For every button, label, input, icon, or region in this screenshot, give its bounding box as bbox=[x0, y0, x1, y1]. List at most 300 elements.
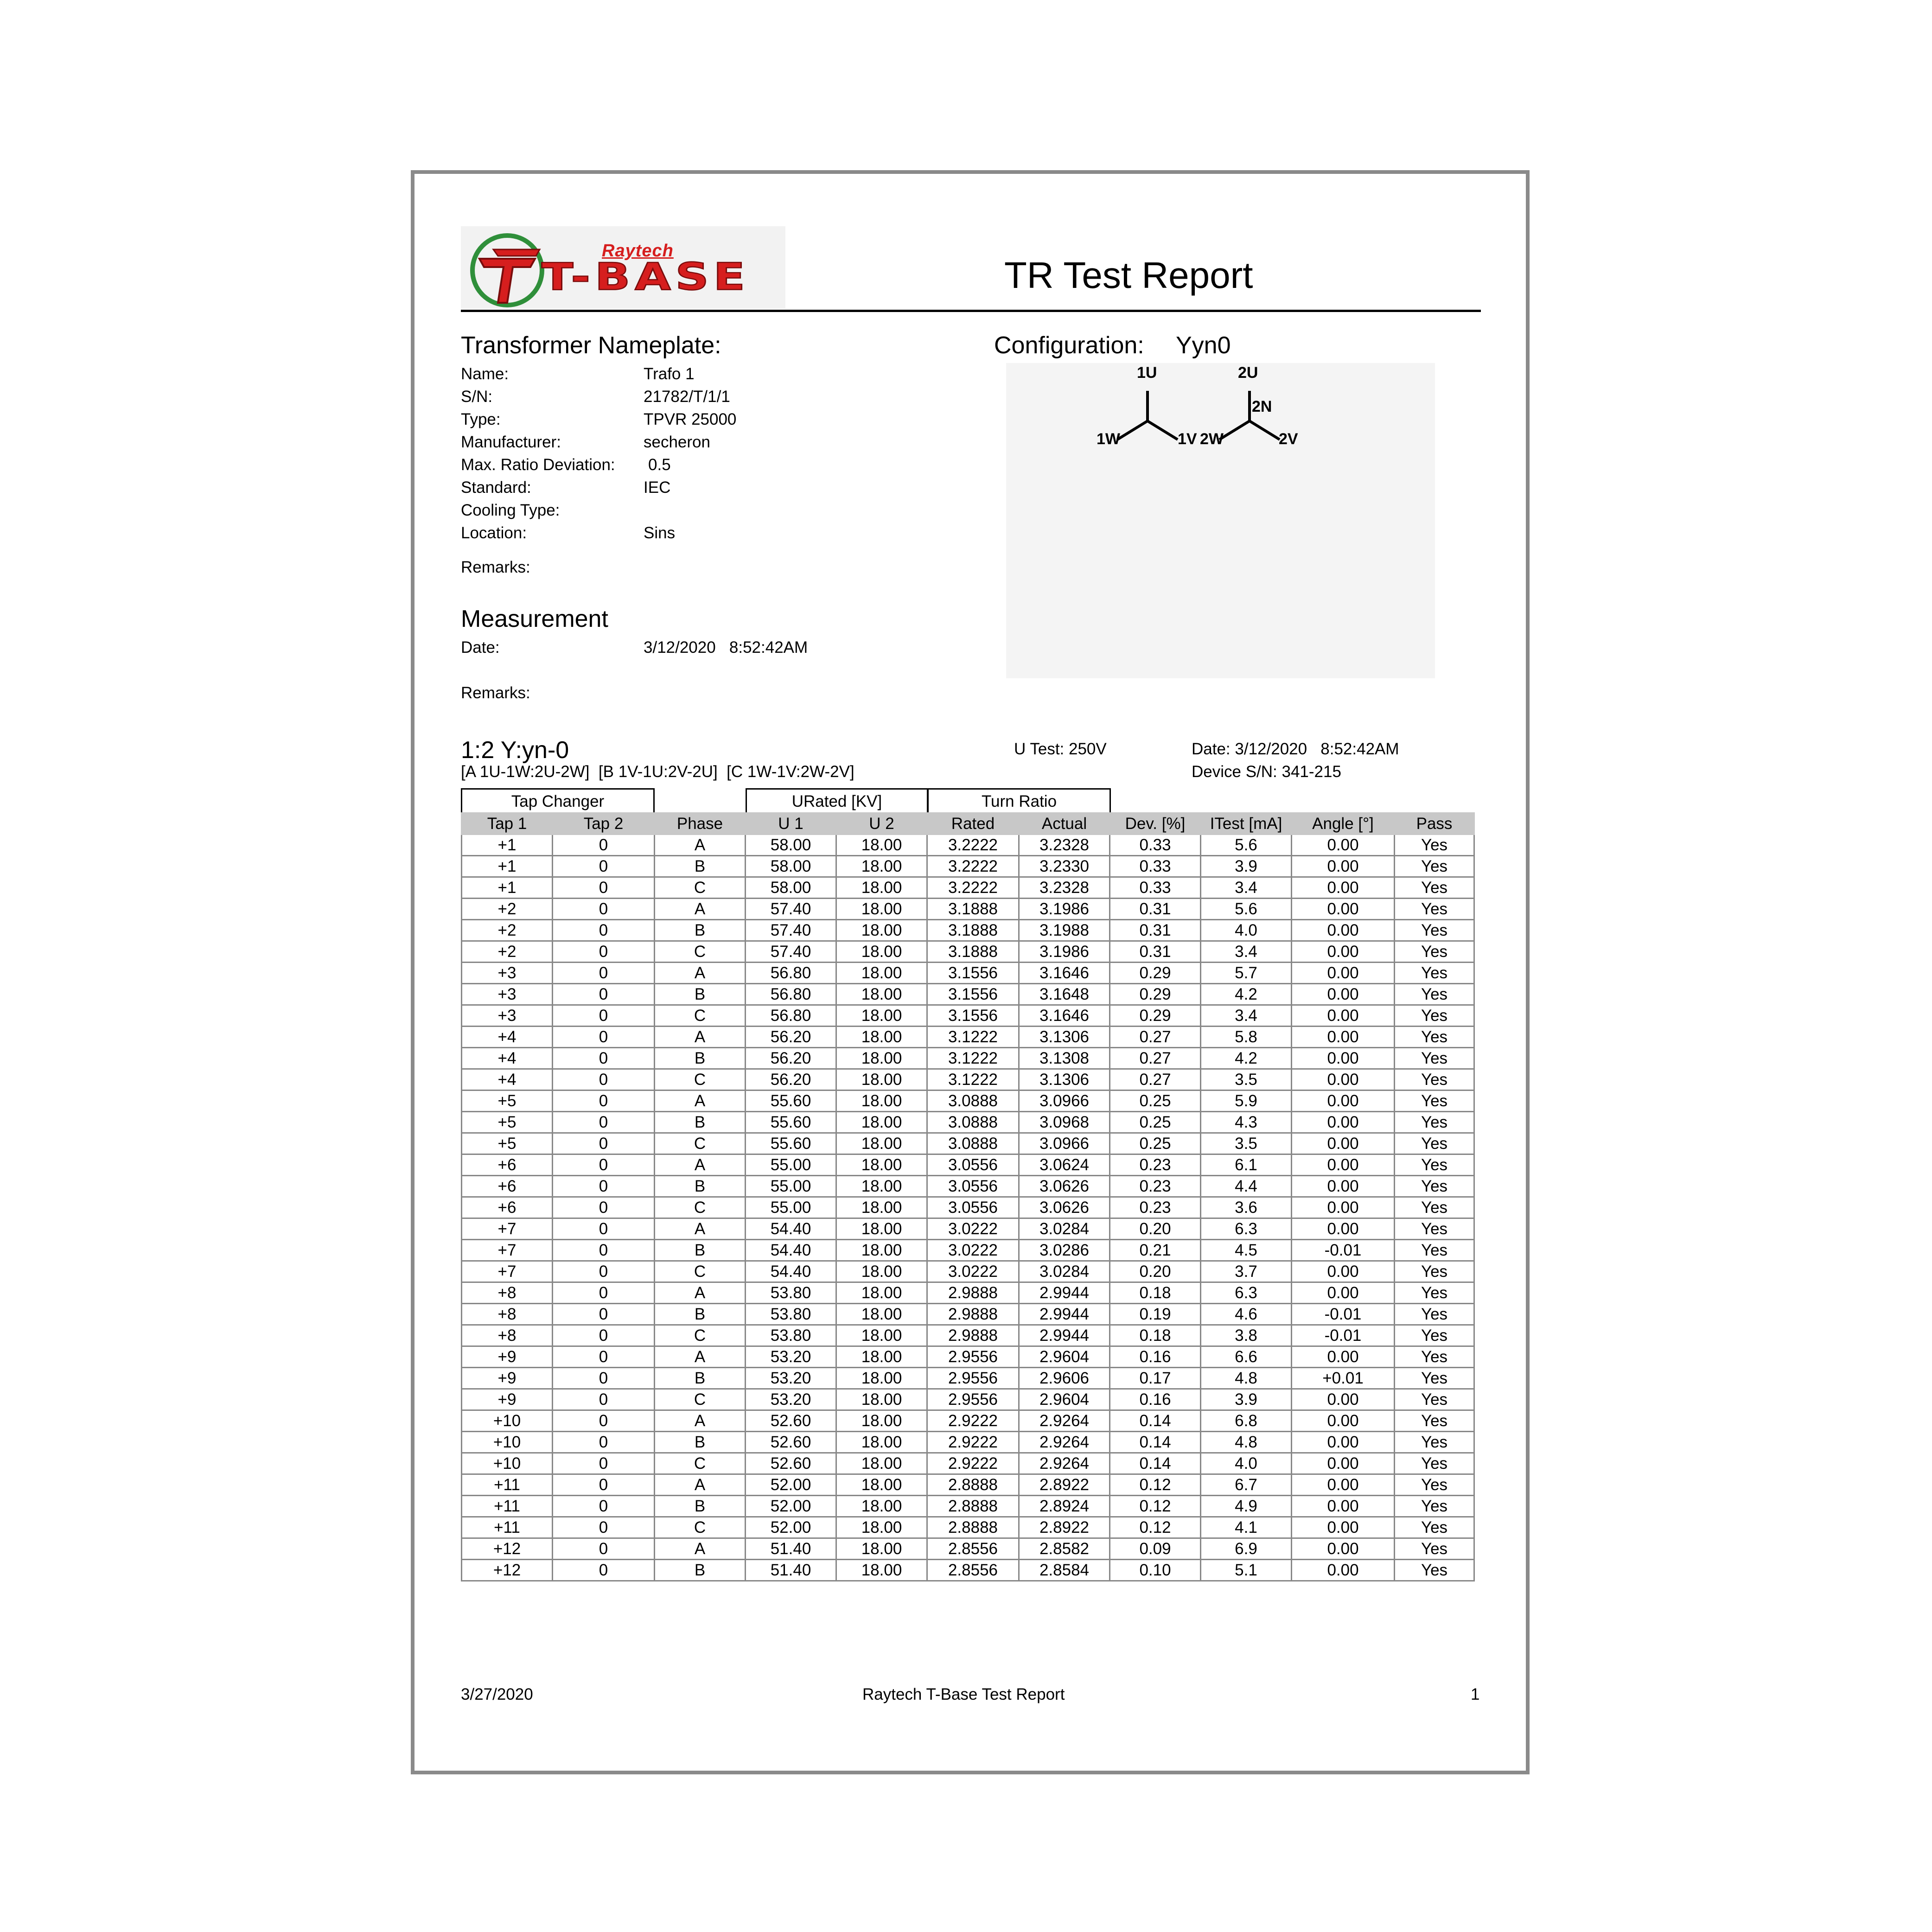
table-cell: 0.19 bbox=[1110, 1304, 1201, 1325]
table-cell: 0.00 bbox=[1292, 899, 1395, 920]
table-cell: 0.14 bbox=[1110, 1432, 1201, 1453]
table-cell: 0 bbox=[553, 1538, 655, 1560]
table-cell: 0.21 bbox=[1110, 1240, 1201, 1261]
table-cell: 3.0624 bbox=[1019, 1154, 1110, 1176]
field-manufacturer-label: Manufacturer: bbox=[461, 433, 561, 451]
column-header: Pass bbox=[1395, 813, 1474, 835]
table-row bbox=[462, 1005, 1474, 1027]
table-cell: 2.9888 bbox=[927, 1325, 1019, 1346]
table-cell: C bbox=[655, 1069, 746, 1090]
table-cell: 18.00 bbox=[836, 1133, 927, 1154]
table-cell: 2.8582 bbox=[1019, 1538, 1110, 1560]
table-cell: 4.9 bbox=[1201, 1496, 1292, 1517]
table-row bbox=[462, 920, 1474, 941]
table-cell: 54.40 bbox=[746, 1218, 836, 1240]
table-cell: 4.0 bbox=[1201, 920, 1292, 941]
table-cell: 18.00 bbox=[836, 1005, 927, 1027]
table-cell: 3.2328 bbox=[1019, 835, 1110, 856]
table-cell: 0.23 bbox=[1110, 1154, 1201, 1176]
table-row bbox=[462, 899, 1474, 920]
table-cell: 0.33 bbox=[1110, 877, 1201, 899]
table-cell: 5.7 bbox=[1201, 963, 1292, 984]
table-cell: 3.2222 bbox=[927, 856, 1019, 877]
table-cell: 0.00 bbox=[1292, 1453, 1395, 1474]
table-cell: 18.00 bbox=[836, 1048, 927, 1069]
table-row bbox=[462, 1282, 1474, 1304]
table-cell: 18.00 bbox=[836, 1517, 927, 1538]
table-cell: 0.31 bbox=[1110, 920, 1201, 941]
table-cell: 3.0966 bbox=[1019, 1133, 1110, 1154]
table-cell: 4.4 bbox=[1201, 1176, 1292, 1197]
table-cell: +6 bbox=[462, 1154, 553, 1176]
table-cell: 0 bbox=[553, 1090, 655, 1112]
table-cell: 0.00 bbox=[1292, 1496, 1395, 1517]
field-type-value: TPVR 25000 bbox=[644, 410, 737, 428]
table-cell: B bbox=[655, 1560, 746, 1581]
field-sn-label: S/N: bbox=[461, 388, 493, 406]
table-cell: 3.0222 bbox=[927, 1261, 1019, 1282]
table-cell: 0.00 bbox=[1292, 1176, 1395, 1197]
table-cell: 2.8556 bbox=[927, 1560, 1019, 1581]
table-cell: 2.9264 bbox=[1019, 1410, 1110, 1432]
table-cell: C bbox=[655, 1005, 746, 1027]
table-cell: 56.80 bbox=[746, 1005, 836, 1027]
table-cell: +9 bbox=[462, 1368, 553, 1389]
table-cell: 5.1 bbox=[1201, 1560, 1292, 1581]
table-cell: 5.9 bbox=[1201, 1090, 1292, 1112]
table-row bbox=[462, 1304, 1474, 1325]
table-cell: 52.60 bbox=[746, 1432, 836, 1453]
table-cell: 0.00 bbox=[1292, 963, 1395, 984]
column-header: Actual bbox=[1019, 813, 1110, 835]
table-cell: 2.8924 bbox=[1019, 1496, 1110, 1517]
table-cell: 0 bbox=[553, 1048, 655, 1069]
table-cell: 18.00 bbox=[836, 1154, 927, 1176]
table-row bbox=[462, 1048, 1474, 1069]
table-cell: -0.01 bbox=[1292, 1240, 1395, 1261]
table-cell: 0.23 bbox=[1110, 1197, 1201, 1218]
table-cell: Yes bbox=[1395, 1517, 1474, 1538]
table-cell: 18.00 bbox=[836, 963, 927, 984]
table-cell: 0.00 bbox=[1292, 1027, 1395, 1048]
table-cell: 2.8888 bbox=[927, 1517, 1019, 1538]
table-cell: 0.00 bbox=[1292, 1048, 1395, 1069]
table-row bbox=[462, 1517, 1474, 1538]
table-cell: +7 bbox=[462, 1240, 553, 1261]
table-cell: 53.20 bbox=[746, 1389, 836, 1410]
table-cell: 0.00 bbox=[1292, 1154, 1395, 1176]
table-cell: C bbox=[655, 1261, 746, 1282]
table-cell: 3.0888 bbox=[927, 1112, 1019, 1133]
table-cell: 18.00 bbox=[836, 1389, 927, 1410]
table-cell: 0 bbox=[553, 1197, 655, 1218]
table-cell: Yes bbox=[1395, 856, 1474, 877]
table-cell: 3.0968 bbox=[1019, 1112, 1110, 1133]
table-cell: 0 bbox=[553, 856, 655, 877]
table-cell: 18.00 bbox=[836, 941, 927, 963]
column-header: Dev. [%] bbox=[1110, 813, 1201, 835]
table-cell: 5.6 bbox=[1201, 835, 1292, 856]
table-cell: 6.6 bbox=[1201, 1346, 1292, 1368]
table-cell: 55.00 bbox=[746, 1197, 836, 1218]
vector-group-diagram bbox=[1006, 363, 1435, 678]
table-cell: 0.27 bbox=[1110, 1027, 1201, 1048]
table-cell: 3.0626 bbox=[1019, 1176, 1110, 1197]
table-body bbox=[462, 835, 1474, 1581]
table-cell: 18.00 bbox=[836, 1560, 927, 1581]
table-cell: 57.40 bbox=[746, 941, 836, 963]
table-cell: 3.7 bbox=[1201, 1261, 1292, 1282]
table-cell: 0 bbox=[553, 963, 655, 984]
table-row bbox=[462, 1261, 1474, 1282]
table-cell: Yes bbox=[1395, 1410, 1474, 1432]
configuration-label: Configuration: bbox=[994, 332, 1144, 359]
ratio-results-table bbox=[461, 812, 1475, 1581]
table-cell: 3.0626 bbox=[1019, 1197, 1110, 1218]
table-cell: +8 bbox=[462, 1282, 553, 1304]
table-cell: 3.6 bbox=[1201, 1197, 1292, 1218]
terminal-2w: 2W bbox=[1200, 430, 1224, 448]
table-cell: B bbox=[655, 1048, 746, 1069]
table-cell: 55.60 bbox=[746, 1090, 836, 1112]
table-cell: 2.8584 bbox=[1019, 1560, 1110, 1581]
field-manufacturer-value: secheron bbox=[644, 433, 710, 451]
table-cell: 3.1222 bbox=[927, 1069, 1019, 1090]
table-cell: 0 bbox=[553, 1261, 655, 1282]
table-cell: +10 bbox=[462, 1432, 553, 1453]
table-cell: C bbox=[655, 1133, 746, 1154]
column-header: Angle [°] bbox=[1292, 813, 1395, 835]
table-cell: 3.1648 bbox=[1019, 984, 1110, 1005]
table-row bbox=[462, 835, 1474, 856]
table-cell: 2.9604 bbox=[1019, 1346, 1110, 1368]
table-cell: 3.8 bbox=[1201, 1325, 1292, 1346]
table-cell: 0.00 bbox=[1292, 1474, 1395, 1496]
table-cell: 3.9 bbox=[1201, 856, 1292, 877]
terminal-1v: 1V bbox=[1178, 430, 1197, 448]
column-header: U 2 bbox=[836, 813, 927, 835]
table-row bbox=[462, 1389, 1474, 1410]
table-cell: 6.1 bbox=[1201, 1154, 1292, 1176]
table-cell: +0.01 bbox=[1292, 1368, 1395, 1389]
table-cell: 0.00 bbox=[1292, 1432, 1395, 1453]
terminal-2u: 2U bbox=[1238, 364, 1258, 382]
table-row bbox=[462, 1090, 1474, 1112]
table-cell: 18.00 bbox=[836, 1218, 927, 1240]
table-cell: 0.00 bbox=[1292, 1560, 1395, 1581]
column-header: U 1 bbox=[746, 813, 836, 835]
table-cell: +12 bbox=[462, 1560, 553, 1581]
table-row bbox=[462, 963, 1474, 984]
table-cell: C bbox=[655, 1453, 746, 1474]
table-cell: C bbox=[655, 877, 746, 899]
table-cell: 0.00 bbox=[1292, 1389, 1395, 1410]
table-cell: 56.20 bbox=[746, 1069, 836, 1090]
table-cell: 18.00 bbox=[836, 1240, 927, 1261]
table-cell: Yes bbox=[1395, 920, 1474, 941]
table-cell: 2.9222 bbox=[927, 1410, 1019, 1432]
table-cell: Yes bbox=[1395, 984, 1474, 1005]
table-row bbox=[462, 1432, 1474, 1453]
table-cell: 3.4 bbox=[1201, 941, 1292, 963]
table-cell: 18.00 bbox=[836, 1325, 927, 1346]
table-cell: B bbox=[655, 1112, 746, 1133]
field-name-label: Name: bbox=[461, 365, 509, 383]
table-cell: +10 bbox=[462, 1410, 553, 1432]
title-divider bbox=[461, 310, 1481, 312]
table-cell: 58.00 bbox=[746, 877, 836, 899]
table-cell: +3 bbox=[462, 984, 553, 1005]
table-cell: Yes bbox=[1395, 963, 1474, 984]
table-cell: 3.1306 bbox=[1019, 1069, 1110, 1090]
column-header: ITest [mA] bbox=[1201, 813, 1292, 835]
table-cell: 52.00 bbox=[746, 1517, 836, 1538]
table-cell: Yes bbox=[1395, 1133, 1474, 1154]
table-cell: +3 bbox=[462, 963, 553, 984]
table-row bbox=[462, 1197, 1474, 1218]
table-cell: Yes bbox=[1395, 1496, 1474, 1517]
logo-brand-text: Raytech bbox=[602, 241, 674, 261]
table-cell: 18.00 bbox=[836, 1176, 927, 1197]
footer-page-number: 1 bbox=[1471, 1685, 1480, 1703]
table-cell: 0.00 bbox=[1292, 1090, 1395, 1112]
table-cell: A bbox=[655, 1410, 746, 1432]
table-cell: +5 bbox=[462, 1133, 553, 1154]
table-cell: +7 bbox=[462, 1261, 553, 1282]
field-sn-value: 21782/T/1/1 bbox=[644, 388, 730, 406]
table-cell: 3.1306 bbox=[1019, 1027, 1110, 1048]
table-cell: 18.00 bbox=[836, 1453, 927, 1474]
table-cell: Yes bbox=[1395, 1432, 1474, 1453]
table-cell: +12 bbox=[462, 1538, 553, 1560]
table-cell: Yes bbox=[1395, 1560, 1474, 1581]
table-cell: -0.01 bbox=[1292, 1304, 1395, 1325]
table-cell: Yes bbox=[1395, 1027, 1474, 1048]
table-cell: 3.5 bbox=[1201, 1133, 1292, 1154]
table-cell: 55.60 bbox=[746, 1133, 836, 1154]
terminal-1w: 1W bbox=[1097, 430, 1120, 448]
table-cell: -0.01 bbox=[1292, 1325, 1395, 1346]
table-cell: Yes bbox=[1395, 899, 1474, 920]
table-cell: Yes bbox=[1395, 1304, 1474, 1325]
device-serial: Device S/N: 341-215 bbox=[1192, 763, 1341, 781]
table-cell: A bbox=[655, 1282, 746, 1304]
table-cell: 3.2330 bbox=[1019, 856, 1110, 877]
table-row bbox=[462, 941, 1474, 963]
table-cell: 0.29 bbox=[1110, 963, 1201, 984]
table-cell: 0 bbox=[553, 1496, 655, 1517]
table-cell: 51.40 bbox=[746, 1538, 836, 1560]
table-cell: 3.1888 bbox=[927, 941, 1019, 963]
table-cell: 53.80 bbox=[746, 1304, 836, 1325]
table-cell: 0.27 bbox=[1110, 1069, 1201, 1090]
footer-title: Raytech T-Base Test Report bbox=[862, 1685, 1065, 1703]
table-cell: +11 bbox=[462, 1496, 553, 1517]
table-cell: Yes bbox=[1395, 1368, 1474, 1389]
table-cell: A bbox=[655, 835, 746, 856]
table-cell: 5.6 bbox=[1201, 899, 1292, 920]
table-cell: 3.2328 bbox=[1019, 877, 1110, 899]
table-row bbox=[462, 1154, 1474, 1176]
table-cell: 3.1556 bbox=[927, 1005, 1019, 1027]
table-cell: 4.8 bbox=[1201, 1368, 1292, 1389]
table-cell: 56.80 bbox=[746, 984, 836, 1005]
table-cell: 0.31 bbox=[1110, 899, 1201, 920]
table-cell: 0.00 bbox=[1292, 1005, 1395, 1027]
table-cell: 2.9888 bbox=[927, 1282, 1019, 1304]
table-cell: 0 bbox=[553, 1282, 655, 1304]
table-cell: 4.1 bbox=[1201, 1517, 1292, 1538]
table-cell: 0.09 bbox=[1110, 1538, 1201, 1560]
table-cell: 18.00 bbox=[836, 1261, 927, 1282]
column-header: Rated bbox=[927, 813, 1019, 835]
table-cell: 0.20 bbox=[1110, 1261, 1201, 1282]
table-cell: B bbox=[655, 856, 746, 877]
table-cell: 0.16 bbox=[1110, 1346, 1201, 1368]
terminal-1u: 1U bbox=[1137, 364, 1157, 382]
table-cell: A bbox=[655, 899, 746, 920]
table-cell: 6.7 bbox=[1201, 1474, 1292, 1496]
table-cell: 51.40 bbox=[746, 1560, 836, 1581]
table-cell: Yes bbox=[1395, 1346, 1474, 1368]
field-standard-label: Standard: bbox=[461, 478, 531, 497]
table-cell: 3.2222 bbox=[927, 877, 1019, 899]
table-cell: Yes bbox=[1395, 1282, 1474, 1304]
table-cell: Yes bbox=[1395, 1154, 1474, 1176]
table-cell: 2.9222 bbox=[927, 1453, 1019, 1474]
table-cell: +4 bbox=[462, 1027, 553, 1048]
table-cell: 0.29 bbox=[1110, 984, 1201, 1005]
table-cell: 0.25 bbox=[1110, 1090, 1201, 1112]
table-cell: 55.60 bbox=[746, 1112, 836, 1133]
table-cell: 57.40 bbox=[746, 899, 836, 920]
table-cell: 6.8 bbox=[1201, 1410, 1292, 1432]
group-turn-ratio: Turn Ratio bbox=[927, 788, 1111, 812]
table-cell: +1 bbox=[462, 877, 553, 899]
table-cell: 18.00 bbox=[836, 1474, 927, 1496]
table-cell: 0 bbox=[553, 1560, 655, 1581]
table-cell: 0.33 bbox=[1110, 856, 1201, 877]
terminal-2n: 2N bbox=[1252, 398, 1272, 415]
field-max-ratio-label: Max. Ratio Deviation: bbox=[461, 456, 615, 474]
table-cell: 53.20 bbox=[746, 1346, 836, 1368]
table-cell: 0 bbox=[553, 1154, 655, 1176]
table-cell: 18.00 bbox=[836, 1368, 927, 1389]
table-cell: 0.00 bbox=[1292, 920, 1395, 941]
table-row bbox=[462, 1027, 1474, 1048]
table-cell: Yes bbox=[1395, 1090, 1474, 1112]
table-cell: 57.40 bbox=[746, 920, 836, 941]
table-cell: 55.00 bbox=[746, 1154, 836, 1176]
table-cell: 0 bbox=[553, 835, 655, 856]
table-cell: A bbox=[655, 1027, 746, 1048]
winding-diagram-icon bbox=[1006, 363, 1435, 456]
table-cell: 0.18 bbox=[1110, 1325, 1201, 1346]
table-cell: 4.3 bbox=[1201, 1112, 1292, 1133]
column-header: Tap 2 bbox=[553, 813, 655, 835]
table-row bbox=[462, 1218, 1474, 1240]
field-max-ratio-value: 0.5 bbox=[648, 456, 671, 474]
table-cell: Yes bbox=[1395, 941, 1474, 963]
table-cell: 53.80 bbox=[746, 1282, 836, 1304]
table-cell: 0.00 bbox=[1292, 1133, 1395, 1154]
table-row bbox=[462, 1240, 1474, 1261]
table-cell: 4.2 bbox=[1201, 984, 1292, 1005]
table-cell: 3.1646 bbox=[1019, 963, 1110, 984]
table-row bbox=[462, 1474, 1474, 1496]
table-cell: 2.8888 bbox=[927, 1496, 1019, 1517]
table-cell: Yes bbox=[1395, 1005, 1474, 1027]
table-cell: 3.0284 bbox=[1019, 1218, 1110, 1240]
table-row bbox=[462, 1176, 1474, 1197]
table-cell: 53.80 bbox=[746, 1325, 836, 1346]
table-cell: 3.1308 bbox=[1019, 1048, 1110, 1069]
table-cell: 3.0222 bbox=[927, 1218, 1019, 1240]
table-cell: B bbox=[655, 1496, 746, 1517]
table-cell: +4 bbox=[462, 1048, 553, 1069]
table-cell: 18.00 bbox=[836, 984, 927, 1005]
table-cell: 4.2 bbox=[1201, 1048, 1292, 1069]
table-cell: B bbox=[655, 1304, 746, 1325]
table-cell: 0 bbox=[553, 1517, 655, 1538]
report-title: TR Test Report bbox=[1004, 255, 1253, 296]
table-cell: +6 bbox=[462, 1176, 553, 1197]
table-cell: 2.9604 bbox=[1019, 1389, 1110, 1410]
table-cell: Yes bbox=[1395, 1240, 1474, 1261]
test-voltage: U Test: 250V bbox=[1014, 740, 1107, 758]
table-cell: 2.9264 bbox=[1019, 1453, 1110, 1474]
table-row bbox=[462, 1133, 1474, 1154]
table-cell: 0 bbox=[553, 1346, 655, 1368]
table-cell: 4.6 bbox=[1201, 1304, 1292, 1325]
table-cell: B bbox=[655, 920, 746, 941]
table-cell: 58.00 bbox=[746, 856, 836, 877]
table-cell: 18.00 bbox=[836, 1112, 927, 1133]
table-cell: 53.20 bbox=[746, 1368, 836, 1389]
table-cell: 56.80 bbox=[746, 963, 836, 984]
table-cell: 2.9944 bbox=[1019, 1304, 1110, 1325]
logo-emblem-icon bbox=[461, 226, 554, 309]
table-cell: 52.60 bbox=[746, 1410, 836, 1432]
table-cell: 3.0284 bbox=[1019, 1261, 1110, 1282]
table-cell: B bbox=[655, 1432, 746, 1453]
field-location-value: Sins bbox=[644, 524, 676, 542]
table-row bbox=[462, 856, 1474, 877]
table-cell: 0.00 bbox=[1292, 877, 1395, 899]
table-cell: 2.8556 bbox=[927, 1538, 1019, 1560]
table-cell: 18.00 bbox=[836, 920, 927, 941]
table-cell: 0 bbox=[553, 1218, 655, 1240]
table-cell: C bbox=[655, 1517, 746, 1538]
table-cell: +2 bbox=[462, 941, 553, 963]
table-cell: 3.0286 bbox=[1019, 1240, 1110, 1261]
table-cell: 0.18 bbox=[1110, 1282, 1201, 1304]
table-row bbox=[462, 1538, 1474, 1560]
table-cell: 0.12 bbox=[1110, 1474, 1201, 1496]
field-cooling-label: Cooling Type: bbox=[461, 501, 560, 519]
table-cell: 4.5 bbox=[1201, 1240, 1292, 1261]
table-cell: 0 bbox=[553, 941, 655, 963]
table-cell: C bbox=[655, 1325, 746, 1346]
table-cell: 18.00 bbox=[836, 1432, 927, 1453]
table-cell: +6 bbox=[462, 1197, 553, 1218]
table-cell: +9 bbox=[462, 1389, 553, 1410]
table-cell: 0.14 bbox=[1110, 1410, 1201, 1432]
table-cell: A bbox=[655, 1218, 746, 1240]
table-cell: 0 bbox=[553, 984, 655, 1005]
table-row bbox=[462, 1325, 1474, 1346]
nameplate-remarks-label: Remarks: bbox=[461, 558, 530, 576]
